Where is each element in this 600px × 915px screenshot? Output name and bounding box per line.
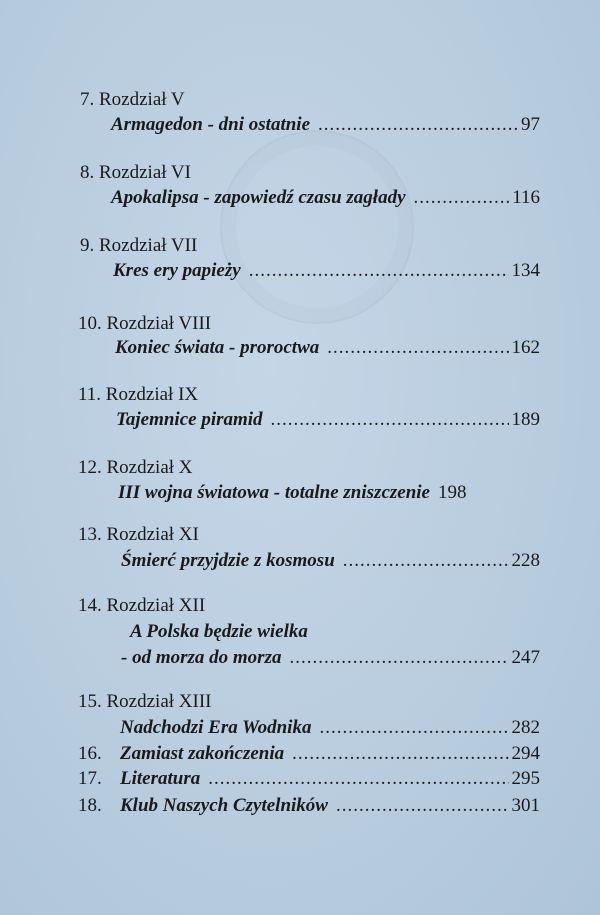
toc-chapter-label: 14. Rozdział XII [78, 595, 206, 616]
toc-entry-title: Apokalipsa - zapowiedź czasu zagłady [111, 187, 406, 208]
toc-leader-dots [289, 646, 508, 670]
toc-entry-title: Kres ery papieży [113, 260, 241, 281]
toc-entry-row[interactable] [78, 767, 540, 791]
toc-entry-row[interactable] [120, 716, 540, 740]
toc-entry-row[interactable] [78, 794, 540, 818]
toc-entry-row[interactable] [116, 408, 540, 432]
toc-page-number: 301 [511, 795, 540, 816]
toc-leader-dots [292, 742, 508, 766]
toc-entry-title: A Polska będzie wielka [130, 621, 308, 642]
toc-leader-dots [318, 113, 518, 137]
toc-page-number: 198 [437, 482, 467, 503]
toc-page-number: 294 [511, 743, 540, 764]
toc-page-number: 189 [511, 409, 540, 430]
toc-entry-title: Nadchodzi Era Wodnika [120, 717, 312, 738]
toc-entry-row[interactable] [121, 646, 540, 670]
toc-entry-row[interactable] [113, 259, 540, 283]
toc-leader-dots [327, 336, 508, 360]
toc-entry-title: Klub Naszych Czytelników [120, 795, 328, 816]
toc-entry-title: Koniec świata - proroctwa [115, 337, 320, 358]
toc-leader-dots [336, 794, 509, 818]
toc-entry-row[interactable] [78, 742, 540, 766]
toc-chapter-label: 15. Rozdział XIII [78, 691, 212, 712]
toc-page-number: 162 [511, 337, 540, 358]
toc-page-number: 97 [521, 114, 540, 135]
toc-entry-row[interactable] [118, 481, 540, 505]
toc-page-number: 282 [511, 717, 540, 738]
toc-page-number: 134 [511, 260, 540, 281]
toc-page-number: 228 [511, 550, 540, 571]
toc-chapter-label: 10. Rozdział VIII [78, 313, 212, 334]
toc-entry-title-continued: - od morza do morza [121, 647, 282, 668]
toc-entry-title: Literatura [120, 768, 201, 789]
toc-entry-row[interactable] [111, 113, 540, 137]
toc-entry-row[interactable] [115, 336, 540, 360]
toc-entry-row[interactable] [111, 186, 540, 210]
toc-entry-title: Śmierć przyjdzie z kosmosu [121, 550, 335, 571]
toc-entry-title: Zamiast zakończenia [120, 743, 285, 764]
toc-leader-dots [271, 408, 509, 432]
toc-chapter-label: 11. Rozdział IX [78, 384, 199, 405]
toc-page-number: 116 [512, 187, 540, 208]
toc-entry-title: III wojna światowa - totalne zniszczenie [118, 482, 430, 503]
toc-chapter-label: 8. Rozdział VI [80, 162, 191, 183]
toc-leader-dots [414, 186, 510, 210]
toc-leader-dots [343, 549, 509, 573]
toc-page-number: 247 [511, 647, 540, 668]
toc-entry-number: 16. [78, 743, 102, 764]
toc-leader-dots [319, 716, 508, 740]
toc-page-number: 295 [511, 768, 540, 789]
toc-chapter-label: 7. Rozdział V [80, 89, 185, 110]
toc-chapter-label: 9. Rozdział VII [80, 235, 198, 256]
toc-chapter-label: 12. Rozdział X [78, 457, 193, 478]
toc-entry-number: 17. [78, 768, 102, 789]
toc-leader-dots [249, 259, 509, 283]
toc-chapter-label: 13. Rozdział XI [78, 524, 199, 545]
toc-entry-number: 18. [78, 795, 102, 816]
show-through-seal [220, 130, 414, 324]
toc-entry-row[interactable] [121, 549, 540, 573]
toc-entry-title: Armagedon - dni ostatnie [111, 114, 310, 135]
toc-leader-dots [208, 767, 508, 791]
toc-entry-title: Tajemnice piramid [116, 409, 263, 430]
